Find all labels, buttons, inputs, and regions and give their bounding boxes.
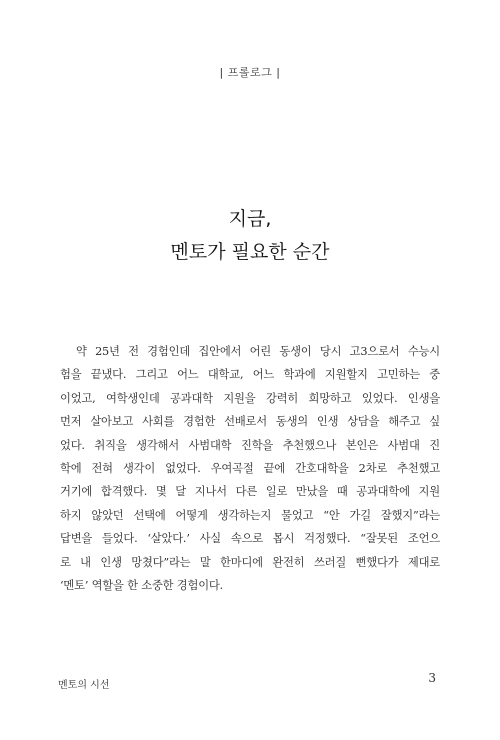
body-line: 이었고, 여학생인데 공과대학 지원을 강력히 희망하고 있었다. 인생을 — [60, 391, 440, 405]
chapter-title-line-2: 멘토가 필요한 순간 — [170, 241, 330, 263]
chapter-title-line-1: 지금, — [228, 208, 272, 230]
body-line: 로 내 인생 망쳤다”라는 말 한마디에 완전히 쓰러질 뻔했다가 제대로 — [60, 555, 440, 569]
body-line: 답변을 들었다. ‘살았다.’ 사실 속으로 몹시 걱정했다. “잘못된 조언으 — [60, 532, 440, 546]
body-line: 험을 끝냈다. 그리고 어느 대학교, 어느 학과에 지원할지 고민하는 중 — [60, 368, 440, 382]
body-line: ‘멘토’ 역할을 한 소중한 경험이다. — [60, 579, 224, 593]
body-line: 약 25년 전 경험인데 집안에서 어린 동생이 당시 고3으로서 수능시 — [76, 345, 440, 358]
body-line: 먼저 살아보고 사회를 경험한 선배로서 동생의 인생 상담을 해주고 싶 — [60, 415, 440, 429]
body-line: 하지 않았던 선택에 어떻게 생각하는지 물었고 “안 가길 잘했지”라는 — [60, 508, 440, 522]
body-line: 학에 전혀 생각이 없었다. 우여곡절 끝에 간호대학을 2차로 추천했고 — [60, 462, 440, 476]
page-number: 3 — [428, 671, 436, 685]
section-label: | 프롤로그 | — [219, 66, 281, 79]
body-line: 었다. 취직을 생각해서 사범대학 진학을 추천했으나 본인은 사범대 진 — [60, 438, 440, 452]
body-line: 거기에 합격했다. 몇 달 지나서 다른 일로 만났을 때 공과대학에 지원 — [60, 485, 440, 499]
body-paragraph — [60, 340, 440, 597]
chapter-title — [0, 203, 500, 269]
footer-book-title: 멘토의 시선 — [58, 680, 110, 691]
